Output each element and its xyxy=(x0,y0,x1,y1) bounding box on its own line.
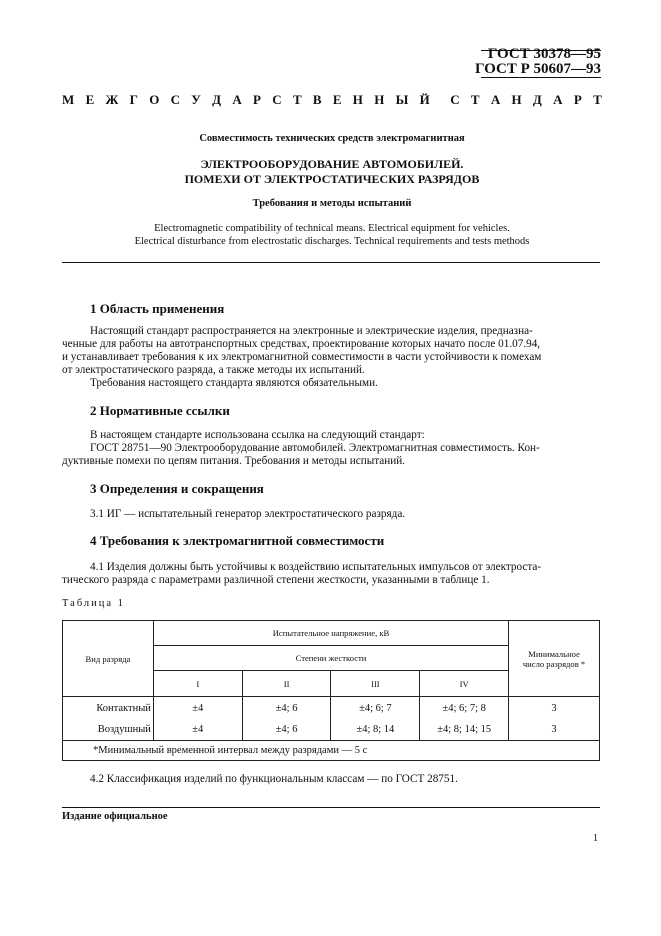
heading-letter: Р xyxy=(573,92,582,107)
heading-letter: С xyxy=(272,92,282,107)
heading-letter: А xyxy=(232,92,242,107)
heading-letter: Д xyxy=(532,92,542,107)
header-min-discharges xyxy=(509,621,600,697)
heading-letter: Т xyxy=(292,92,302,107)
subtitle: Требования и методы испытаний xyxy=(252,198,412,209)
header-level: I xyxy=(153,671,242,697)
heading-letter: А xyxy=(490,92,501,107)
row-value: ±4; 6 xyxy=(242,697,331,720)
heading-letter: Й xyxy=(419,92,430,107)
header-level: III xyxy=(331,671,420,697)
row-value: ±4 xyxy=(153,720,242,741)
heading-letter: Т xyxy=(593,92,602,107)
text-line xyxy=(62,429,600,442)
row-value: ±4; 6 xyxy=(242,720,331,741)
section-4-2-paragraph xyxy=(62,773,600,786)
text-line: и устанавливает требования к их электромагнитной совместимости в части устойчивости к помехам xyxy=(62,351,542,363)
header-level: IV xyxy=(420,671,509,697)
topic-title: Совместимость технических средств электромагнитная xyxy=(199,133,465,144)
heading-letter: Ы xyxy=(395,92,409,107)
table-row xyxy=(63,720,600,741)
header-severity-levels: Степени жесткости xyxy=(153,646,508,671)
text-line: ченные для работы на автотранспортных средствах, проектирование которых начато после 01.07.94, xyxy=(62,338,541,350)
section-3-title: 3 Определения и сокращения xyxy=(90,481,264,496)
section-3-paragraph xyxy=(62,508,600,521)
footer-divider xyxy=(62,807,600,808)
official-edition: Издание официальное xyxy=(62,811,168,822)
heading-letter: С xyxy=(450,92,460,107)
table-1 xyxy=(62,620,600,761)
section-1-paragraph xyxy=(62,325,600,390)
text-line xyxy=(62,561,600,574)
page-number: 1 xyxy=(593,833,598,844)
text-line xyxy=(62,508,600,521)
english-title-line-2: Electrical disturbance from electrostatic discharges. Technical requirements and tests methods xyxy=(134,236,530,247)
table-footnote: *Минимальный временной интервал между разрядами — 5 с xyxy=(63,741,600,761)
heading-letter: Р xyxy=(253,92,261,107)
text-line-content: 4.2 Классификация изделий по функциональным классам — по ГОСТ 28751. xyxy=(90,773,458,785)
row-value: ±4 xyxy=(153,697,242,720)
text-line-content: Настоящий стандарт распространяется на электронные и электрические изделия, предназна- xyxy=(90,325,533,337)
title-divider xyxy=(62,262,600,263)
heading-letter: У xyxy=(191,92,201,107)
row-min: 3 xyxy=(509,697,600,720)
header-bottom-rule xyxy=(481,77,601,78)
row-value: ±4; 6; 7 xyxy=(331,697,420,720)
text-line-content: ГОСТ 28751—90 Электрооборудование автомобилей. Электромагнитная совместимость. Кон- xyxy=(90,442,540,454)
text-line: дуктивные помехи по цепям питания. Требования и методы испытаний. xyxy=(62,455,405,467)
main-title-line-1: ЭЛЕКТРООБОРУДОВАНИЕ АВТОМОБИЛЕЙ. xyxy=(200,157,464,171)
standard-number-1: ГОСТ 30378—95 xyxy=(487,46,601,62)
text-line-content: 4.1 Изделия должны быть устойчивы к воздействию испытательных импульсов от электроста- xyxy=(90,561,542,573)
row-type: Контактный xyxy=(63,697,154,720)
heading-letter: Н xyxy=(374,92,385,107)
text-line xyxy=(62,442,600,455)
header-level: II xyxy=(242,671,331,697)
section-4-title: 4 Требования к электромагнитной совместимости xyxy=(90,533,385,548)
text-line xyxy=(62,377,600,390)
main-title-line-2: ПОМЕХИ ОТ ЭЛЕКТРОСТАТИЧЕСКИХ РАЗРЯДОВ xyxy=(184,172,480,186)
header-discharge-type: Вид разряда xyxy=(63,621,154,697)
section-2-title: 2 Нормативные ссылки xyxy=(90,403,230,418)
table-row xyxy=(63,697,600,720)
heading-letter: А xyxy=(553,92,563,107)
heading-letter: С xyxy=(170,92,181,107)
row-value: ±4; 8; 14 xyxy=(331,720,420,741)
section-2-paragraph xyxy=(62,429,600,468)
text-line-content: В настоящем стандарте использована ссылка на следующий стандарт: xyxy=(90,429,425,441)
heading-letter: Т xyxy=(470,92,480,107)
interstate-standard-heading xyxy=(62,92,602,108)
text-line: тического разряда с параметрами различной степени жесткости, указанными в таблице 1. xyxy=(62,574,490,586)
section-4-paragraph xyxy=(62,561,600,587)
heading-letter: М xyxy=(62,92,75,107)
row-type: Воздушный xyxy=(63,720,154,741)
text-line-content: 3.1 ИГ — испытательный генератор электростатического разряда. xyxy=(90,508,406,520)
row-value: ±4; 6; 7; 8 xyxy=(420,697,509,720)
heading-letter: Е xyxy=(85,92,95,107)
heading-letter: Ж xyxy=(105,92,119,107)
row-value: ±4; 8; 14; 15 xyxy=(420,720,509,741)
text-line-content: Требования настоящего стандарта являются обязательными. xyxy=(90,377,378,389)
heading-letter: Г xyxy=(129,92,138,107)
standard-number-2: ГОСТ Р 50607—93 xyxy=(474,61,601,77)
english-title-line-1: Electromagnetic compatibility of technical means. Electrical equipment for vehicles. xyxy=(154,223,510,234)
header-min-discharges-line-2: число разрядов * xyxy=(522,658,586,669)
text-line xyxy=(62,773,600,786)
text-line: от электростатического разряда, а также методы их испытаний. xyxy=(62,364,365,376)
header-test-voltage: Испытательное напряжение, кВ xyxy=(153,621,508,646)
text-line xyxy=(62,325,600,338)
heading-letter: Н xyxy=(511,92,522,107)
heading-letter: О xyxy=(149,92,160,107)
heading-letter: В xyxy=(312,92,322,107)
section-1-title: 1 Область применения xyxy=(90,301,225,316)
heading-letter: Д xyxy=(212,92,222,107)
heading-letter: Н xyxy=(352,92,363,107)
row-min: 3 xyxy=(509,720,600,741)
table-caption: Таблица 1 xyxy=(62,598,125,609)
heading-letter: Е xyxy=(332,92,342,107)
header-min-discharges-line-1: Минимальное xyxy=(528,648,580,659)
